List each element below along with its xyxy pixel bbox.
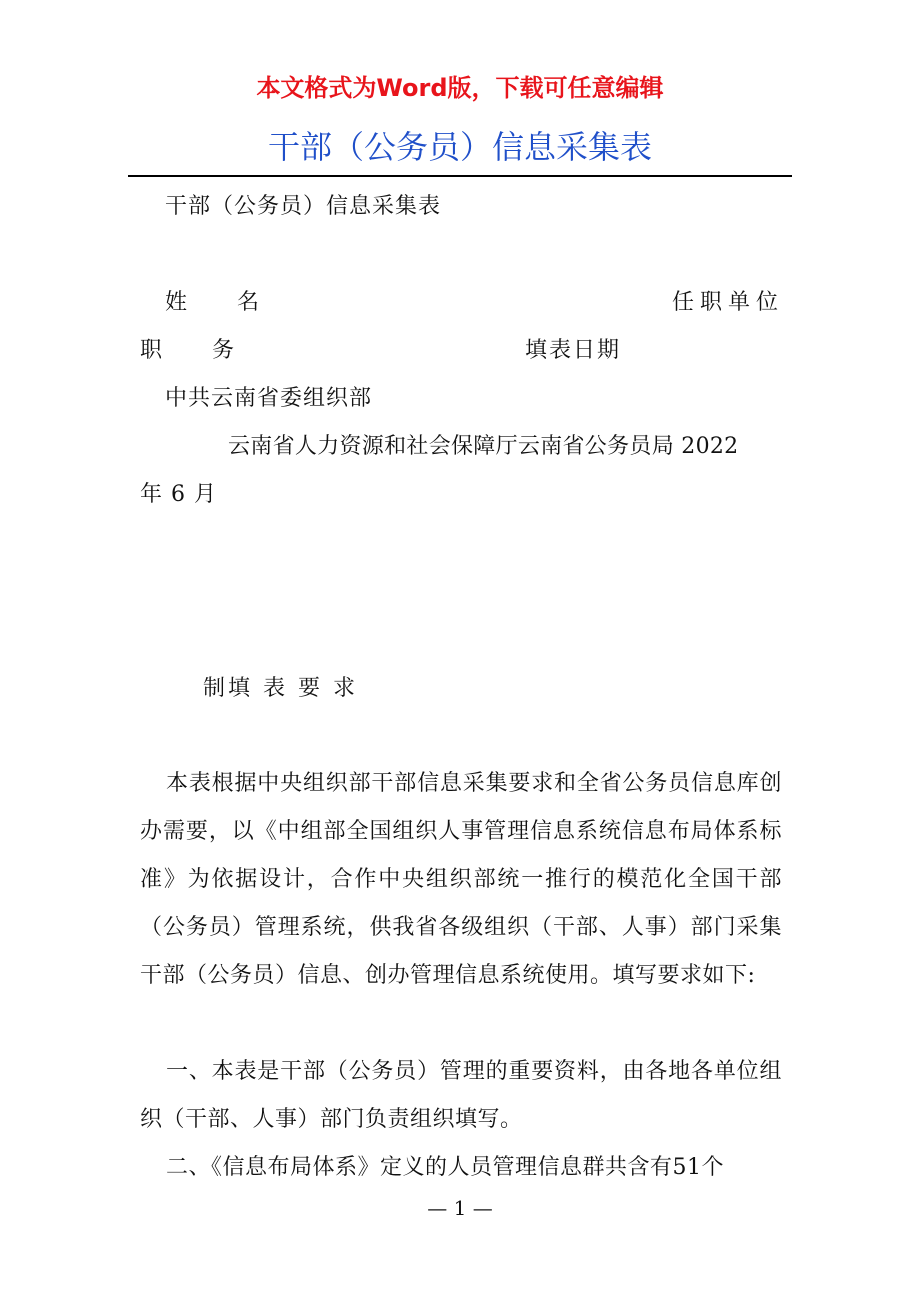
header-rule [128,175,792,177]
issue-date: 年 6 月 [140,482,217,507]
date-label: 填表日期 [525,338,622,363]
requirement-item-1: 一、本表是干部（公务员）管理的重要资料，由各地各单位组织（干部、人事）部门负责组织填写。 [140,1059,782,1132]
unit-label: 任职单位 [672,290,785,315]
position-label: 职 务 [140,338,237,363]
document-title: 干部（公务员）信息采集表 [267,128,652,166]
requirements-intro: 本表根据中央组织部干部信息采集要求和全省公务员信息库创办需要，以《中组部全国组织人事管理信息系统信息布局体系标准》为依据设计，合作中央组织部统一推行的模范化全国干部（公务员）管理系统，供我省各级组织（干部、人事）部门采集干部（公务员）信息、创办管理信息系统使用。填写要求如下: [140,771,782,988]
download-notice: 本文格式为Word版，下载可任意编辑 [256,74,664,102]
issuer-hr-dept: 云南省人力资源和社会保障厅云南省公务员局 2022 [228,434,739,459]
name-label: 姓 名 [165,290,262,315]
issuer-organization-dept: 中共云南省委组织部 [165,386,373,411]
page-number: — 1 — [427,1196,493,1220]
requirement-item-2: 二、《信息布局体系》定义的人员管理信息群共含有51个 [166,1155,724,1180]
form-title: 干部（公务员）信息采集表 [165,194,442,219]
requirements-heading: 制填 表 要 求 [203,676,358,701]
